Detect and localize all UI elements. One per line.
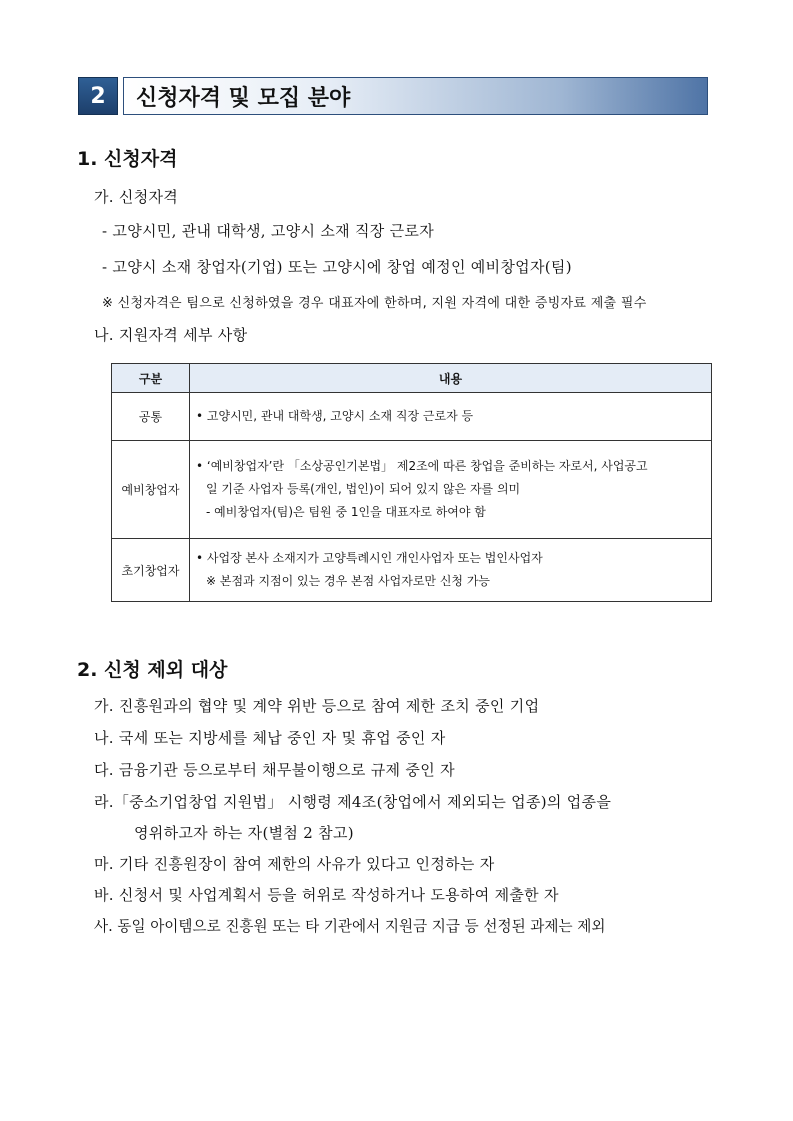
table-row (112, 393, 712, 441)
exclusion-item: 가. 진흥원과의 협약 및 계약 위반 등으로 참여 제한 조치 중인 기업 (94, 697, 540, 715)
table-row-content (190, 441, 712, 539)
eligibility-item: - 고양시 소재 창업자(기업) 또는 고양시에 창업 예정인 예비창업자(팀) (102, 258, 572, 276)
table-row-line: • 고양시민, 관내 대학생, 고양시 소재 직장 근로자 등 (196, 409, 474, 423)
table-row-category: 초기창업자 (112, 539, 190, 602)
subsection-ga-heading: 가. 신청자격 (94, 188, 179, 206)
table-row (112, 539, 712, 602)
eligibility-note: ※ 신청자격은 팀으로 신청하였을 경우 대표자에 한하며, 지원 자격에 대한 증빙자료 제출 필수 (102, 296, 647, 311)
table-row-line: ※ 본점과 지점이 있는 경우 본점 사업자로만 신청 가능 (206, 574, 491, 588)
table-row (112, 441, 712, 539)
section-number-badge: 2 (78, 77, 118, 115)
section-title: 신청자격 및 모집 분야 (123, 77, 708, 115)
eligibility-detail-table (111, 363, 712, 602)
table-row-content (190, 393, 712, 441)
exclusion-item: 다. 금융기관 등으로부터 채무불이행으로 규제 중인 자 (94, 761, 455, 779)
table-row-line: • 사업장 본사 소재지가 고양특례시인 개인사업자 또는 법인사업자 (196, 551, 543, 565)
table-header-row (112, 364, 712, 393)
section1-heading: 1. 신청자격 (77, 148, 178, 170)
exclusion-item: 라.「중소기업창업 지원법」 시행령 제4조(창업에서 제외되는 업종)의 업종을 (94, 793, 612, 811)
table-row-category: 예비창업자 (112, 441, 190, 539)
section-banner (78, 77, 708, 115)
exclusion-item: 사. 동일 아이템으로 진흥원 또는 타 기관에서 지원금 지급 등 선정된 과제는 제외 (94, 918, 606, 935)
table-row-line: - 예비창업자(팀)은 팀원 중 1인을 대표자로 하여야 함 (206, 505, 486, 519)
exclusion-item: 바. 신청서 및 사업계획서 등을 허위로 작성하거나 도용하여 제출한 자 (94, 886, 559, 904)
exclusion-item: 나. 국세 또는 지방세를 체납 중인 자 및 휴업 중인 자 (94, 729, 446, 747)
eligibility-item: - 고양시민, 관내 대학생, 고양시 소재 직장 근로자 (102, 222, 434, 240)
table-row-content (190, 539, 712, 602)
subsection-na-heading: 나. 지원자격 세부 사항 (94, 326, 248, 344)
table-row-line: 일 기준 사업자 등록(개인, 법인)이 되어 있지 않은 자를 의미 (206, 482, 521, 496)
section2-heading: 2. 신청 제외 대상 (77, 659, 228, 681)
table-row-category: 공통 (112, 393, 190, 441)
table-header-content: 내용 (190, 364, 712, 393)
table-row-line: • ‘예비창업자’란 「소상공인기본법」 제2조에 따른 창업을 준비하는 자로서, 사업공고 (196, 459, 648, 473)
exclusion-item: 마. 기타 진흥원장이 참여 제한의 사유가 있다고 인정하는 자 (94, 855, 495, 873)
exclusion-item-continuation: 영위하고자 하는 자(별첨 2 참고) (134, 824, 354, 842)
table-header-category: 구분 (112, 364, 190, 393)
